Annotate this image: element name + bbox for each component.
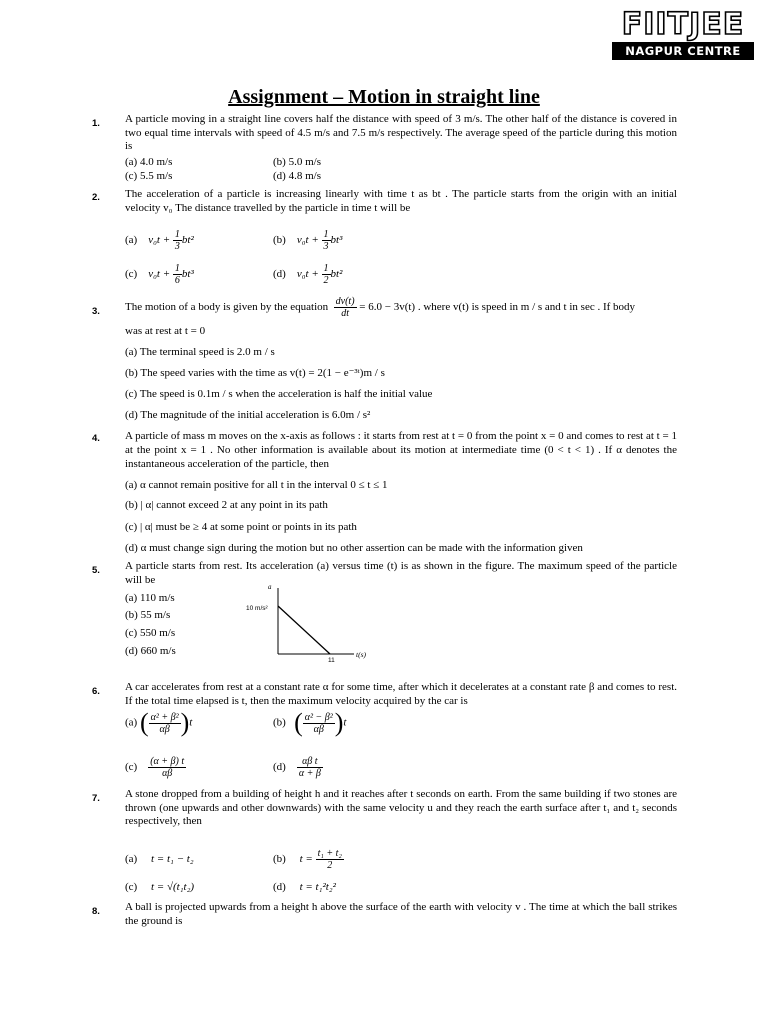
q7-option-b-expr: t =	[299, 853, 316, 866]
q6-option-c	[125, 756, 186, 779]
q7-option-a-expr: t = t₁ − t₂	[150, 853, 194, 865]
q2-option-c-fraction	[173, 263, 182, 286]
q1-option-a: (a) 4.0 m/s	[125, 156, 173, 168]
frac-den: 6	[174, 275, 180, 286]
q2-option-c-label: (c)	[125, 268, 138, 281]
question-text-1: A particle moving in a straight line covers half the distance with speed of 3 m/s. The other half of the distance is covered in two equal time intervals with speed of 4.5 m/s and 7.5 m/s respectively. The average speed of the particle during this motion is	[125, 113, 677, 152]
q2-option-d-label: (d)	[273, 268, 286, 281]
q5-option-a: (a) 110 m/s	[125, 592, 175, 604]
q2-option-d	[273, 263, 342, 286]
q2-option-b-tail: bt³	[330, 234, 343, 247]
q2-option-c-expr: v₀t +	[148, 268, 173, 281]
close-paren: )	[334, 708, 344, 737]
frac-num: α² + β²	[150, 711, 179, 723]
frac-den: αβ	[159, 723, 170, 735]
q2-option-c-tail: bt³	[181, 268, 194, 281]
question-number-8: 8.	[92, 906, 100, 917]
q7-option-c-expr: t = √(t₁t₂)	[150, 881, 195, 893]
question-text-2: The acceleration of a particle is increasing linearly with time t as bt . The particle starts from the origin with an initial velocity v₀ The distance travelled by the particle in time t will be	[125, 188, 677, 214]
q6-option-a-fraction	[149, 712, 181, 735]
q2-option-d-tail: bt²	[330, 268, 343, 281]
frac-num: α² − β²	[304, 711, 333, 723]
logo-wordmark: FIITJEE	[621, 7, 745, 42]
q7-option-d-label: (d)	[273, 881, 286, 893]
question-number-2: 2.	[92, 192, 100, 203]
q7-option-b-label: (b)	[273, 853, 286, 866]
frac-den: 3	[174, 241, 180, 252]
q4-option-b: (b) | α| cannot exceed 2 at any point in its path	[125, 499, 328, 511]
fiitjee-logo	[612, 8, 754, 60]
graph-acceleration-line	[278, 606, 330, 654]
q3-option-d: (d) The magnitude of the initial acceleration is 6.0m / s²	[125, 409, 371, 421]
q6-option-d	[273, 756, 323, 779]
q6-option-d-fraction	[297, 756, 323, 779]
q7-option-d	[273, 881, 336, 894]
frac-num: 1	[174, 263, 180, 274]
q6-option-b-fraction	[303, 712, 335, 735]
graph-x-axis-label: t(s)	[356, 650, 366, 659]
q7-option-c	[125, 881, 194, 894]
q6-option-d-label: (d)	[273, 761, 286, 774]
q2-option-a	[125, 229, 194, 252]
q1-option-d: (d) 4.8 m/s	[273, 170, 321, 182]
q3-text-line2: was at rest at t = 0	[125, 325, 206, 337]
frac-den: αβ	[162, 768, 173, 779]
question-number-5: 5.	[92, 565, 100, 576]
logo-centre-label: NAGPUR CENTRE	[612, 42, 754, 60]
q1-option-c: (c) 5.5 m/s	[125, 170, 173, 182]
q6-option-b-label: (b)	[273, 716, 286, 729]
frac-num: 1	[174, 229, 180, 240]
q3-text-pre: The motion of a body is given by the equation	[125, 301, 329, 314]
frac-den: dt	[341, 308, 349, 319]
q2-option-b-fraction	[322, 229, 331, 252]
frac-den: 2	[327, 860, 333, 871]
question-number-4: 4.	[92, 433, 100, 444]
question-number-3: 3.	[92, 306, 100, 317]
q3-equation-fraction	[334, 296, 357, 319]
open-paren: (	[139, 708, 149, 737]
q7-option-c-label: (c)	[125, 881, 138, 893]
q5-option-b: (b) 55 m/s	[125, 609, 171, 621]
q5-option-c: (c) 550 m/s	[125, 627, 176, 639]
frac-num: (α + β) t	[150, 756, 185, 767]
q2-option-b-expr: v₀t +	[296, 234, 322, 247]
q7-option-a-label: (a)	[125, 853, 138, 865]
q6-option-c-label: (c)	[125, 761, 138, 774]
question-text-4: A particle of mass m moves on the x-axis as follows : it starts from rest at t = 0 from the point x = 0 and comes to rest at t = 1 at the point x = 1 . No other information is available about its motion at intermediate time (0 < t < 1) . If α denotes the instantaneous acceleration of the particle, then	[125, 430, 677, 470]
frac-den: 3	[323, 241, 329, 252]
frac-den: 2	[323, 275, 329, 286]
question-text-6: A car accelerates from rest at a constant rate α for some time, after which it decelerates at a constant rate β and comes to rest. If the total time elapsed is t, then the maximum velocity acquired by the car is	[125, 681, 677, 707]
frac-num: t₁ + t₂	[317, 848, 342, 859]
q2-option-a-expr: v₀t +	[148, 234, 173, 247]
q2-option-a-tail: bt²	[181, 234, 194, 247]
q4-option-a: (a) α cannot remain positive for all t in the interval 0 ≤ t ≤ 1	[125, 479, 388, 491]
frac-den: α + β	[298, 768, 321, 779]
graph-x-value-label: 11	[328, 657, 335, 664]
q3-option-b: (b) The speed varies with the time as v(t) = 2(1 − e⁻³ᵗ)m / s	[125, 367, 385, 379]
question-number-7: 7.	[92, 793, 100, 804]
q7-option-d-expr: t = t₁²t₂²	[299, 881, 336, 893]
q2-option-d-expr: v₀t +	[296, 268, 322, 281]
q7-option-a	[125, 853, 194, 866]
question-text-5: A particle starts from rest. Its acceleration (a) versus time (t) is as shown in the figure. The maximum speed of the particle will be	[125, 560, 677, 586]
question-text-3	[125, 296, 635, 319]
frac-num: 1	[323, 263, 329, 274]
q2-option-b	[273, 229, 342, 252]
graph-y-axis-label: a	[268, 583, 272, 591]
q2-option-a-label: (a)	[125, 234, 138, 247]
acceleration-time-graph	[240, 580, 380, 666]
q3-option-a: (a) The terminal speed is 2.0 m / s	[125, 346, 275, 358]
frac-num: αβ t	[297, 756, 323, 768]
q4-option-d: (d) α must change sign during the motion but no other assertion can be made with the information given	[125, 542, 583, 554]
page-title: Assignment – Motion in straight line	[228, 86, 540, 108]
q2-option-c	[125, 263, 194, 286]
q6-option-b	[273, 710, 346, 736]
question-text-7: A stone dropped from a building of height h and it reaches after t seconds on earth. From the same building if two stones are thrown (one upwards and other downwards) with the same velocity u and they reach the earth surface after t₁ and t₂ seconds respectively, then	[125, 788, 677, 827]
open-paren: (	[294, 708, 303, 737]
q6-option-c-fraction	[148, 756, 186, 779]
q4-option-c: (c) | α| must be ≥ 4 at some point or points in its path	[125, 521, 357, 533]
q1-option-b: (b) 5.0 m/s	[273, 156, 321, 168]
q2-option-a-fraction	[173, 229, 182, 252]
q3-equation-rhs: = 6.0 − 3v(t) . where v(t) is speed in m / s and t in sec . If body	[359, 301, 636, 314]
q6-option-b-t: t	[343, 716, 347, 729]
q7-option-b-fraction	[316, 848, 344, 871]
question-text-8: A ball is projected upwards from a height h above the surface of the earth with velocity v . The time at which the ball strikes the ground is	[125, 901, 677, 927]
graph-y-value-label: 10 m/s²	[246, 605, 268, 612]
question-number-6: 6.	[92, 686, 100, 697]
close-paren: )	[180, 708, 190, 737]
q7-option-b	[273, 848, 344, 871]
frac-num: dv(t)	[335, 296, 355, 307]
q6-option-a-label: (a)	[125, 716, 138, 729]
q3-option-c: (c) The speed is 0.1m / s when the acceleration is half the initial value	[125, 388, 433, 400]
frac-num: 1	[323, 229, 329, 240]
q2-option-d-fraction	[322, 263, 331, 286]
q2-option-b-label: (b)	[273, 234, 286, 247]
frac-den: αβ	[313, 723, 324, 735]
q5-option-d: (d) 660 m/s	[125, 645, 176, 657]
q6-option-a	[125, 710, 192, 736]
question-number-1: 1.	[92, 118, 100, 129]
q6-option-a-t: t	[189, 716, 193, 729]
